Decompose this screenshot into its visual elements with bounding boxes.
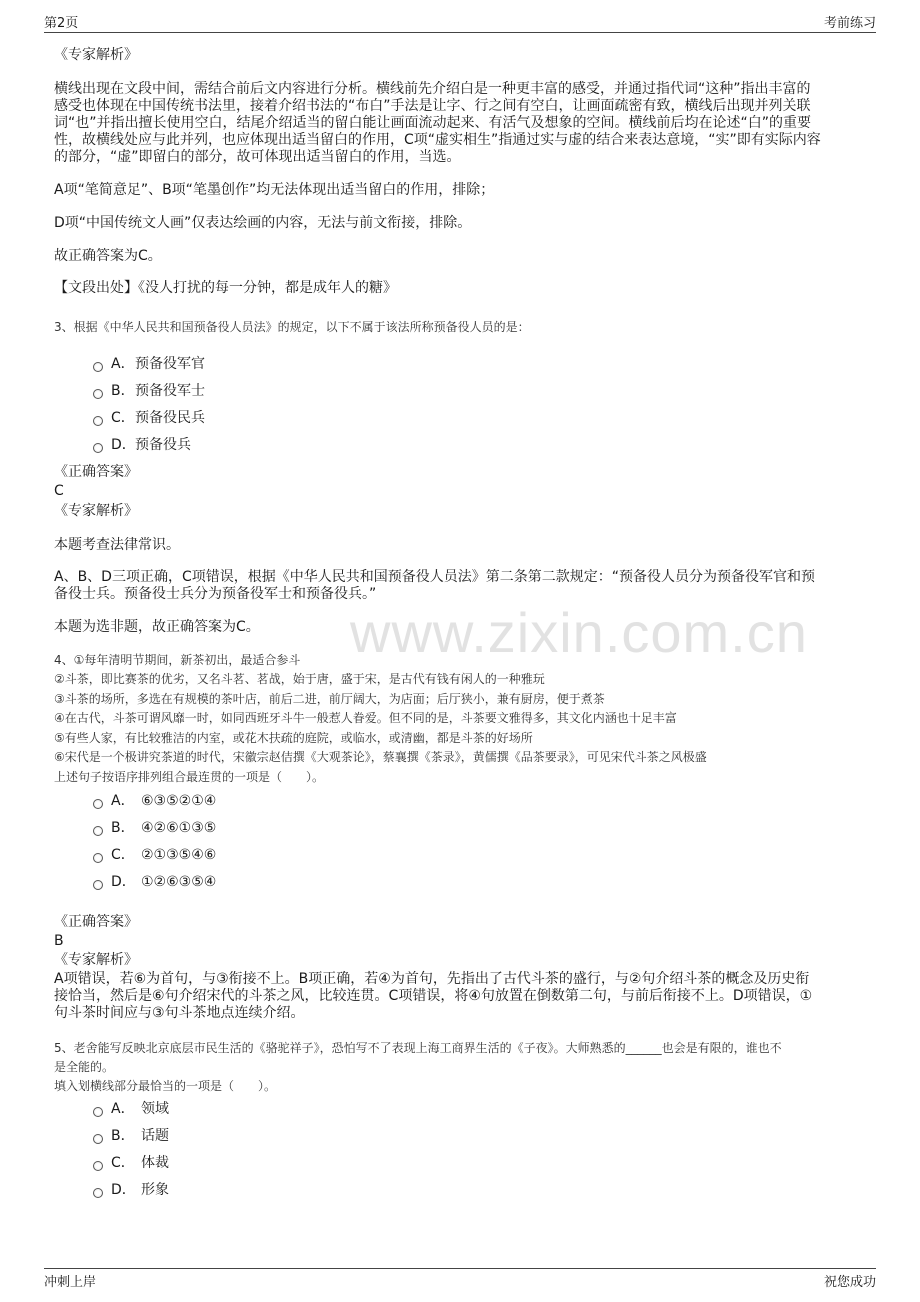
q5-option-a[interactable]: A． 领域: [93, 1099, 169, 1119]
radio-icon[interactable]: [93, 1107, 103, 1117]
q3-analysis-line: A、B、D三项正确，C项错误，根据《中华人民共和国预备役人员法》第二条第二款规定：“预备役人员分为预备役军官和预: [54, 569, 815, 585]
footer-divider: [44, 1268, 876, 1269]
q4-line: ⑥宋代是一个极讲究茶道的时代，宋徽宗赵佶撰《大观茶论》，蔡襄撰《茶录》，黄儒撰《品茶要录》，可见宋代斗茶之风极盛: [54, 750, 707, 764]
q2-analysis-d: D项“中国传统文人画”仅表达绘画的内容，无法与前文衔接，排除。: [54, 215, 472, 231]
radio-icon[interactable]: [93, 362, 103, 372]
q2-analysis-heading: 《专家解析》: [54, 47, 138, 63]
q2-conclusion: 故正确答案为C。: [54, 248, 162, 264]
q5-line: 5、老舍能写反映北京底层市民生活的《骆驼祥子》，恐怕写不了表现上海工商界生活的《子夜》。大师熟悉的______也会是有限的，谁也不: [54, 1041, 782, 1055]
q2-analysis-line: 横线出现在文段中间，需结合前后文内容进行分析。横线前先介绍白是一种更丰富的感受，并通过指代词“这种”指出丰富的: [54, 81, 811, 97]
q3-option-c[interactable]: C．预备役民兵: [93, 408, 205, 428]
radio-icon[interactable]: [93, 1134, 103, 1144]
q5-line: 填入划横线部分最恰当的一项是（ ）。: [54, 1079, 277, 1093]
header-divider: [44, 32, 876, 33]
radio-icon[interactable]: [93, 389, 103, 399]
q4-option-c[interactable]: C． ②①③⑤④⑥: [93, 845, 216, 865]
q4-analysis-line: 接恰当，然后是⑥句介绍宋代的斗茶之风，比较连贯。C项错误，将④句放置在倒数第二句，与前后衔接不上。D项错误，①: [54, 988, 813, 1004]
q5-option-c[interactable]: C． 体裁: [93, 1153, 169, 1173]
header-right-label: 考前练习: [823, 16, 876, 31]
q2-analysis-line: 的部分，“虚”即留白的部分，故可体现出适当留白的作用，当选。: [54, 149, 461, 165]
q4-line: 4、①每年清明节期间，新茶初出，最适合参斗: [54, 653, 301, 667]
q3-option-d[interactable]: D．预备役兵: [93, 435, 191, 455]
q4-option-b[interactable]: B． ④②⑥①③⑤: [93, 818, 216, 838]
radio-icon[interactable]: [93, 416, 103, 426]
radio-icon[interactable]: [93, 443, 103, 453]
radio-icon[interactable]: [93, 1188, 103, 1198]
q4-option-d[interactable]: D． ①②⑥③⑤④: [93, 872, 216, 892]
radio-icon[interactable]: [93, 799, 103, 809]
q4-line: ④在古代，斗茶可谓风靡一时，如同西班牙斗牛一般惹人眷爱。但不同的是，斗茶要文雅得多，其文化内涵也十足丰富: [54, 711, 677, 725]
footer-right-label: 祝您成功: [823, 1275, 876, 1290]
q4-answer-heading: 《正确答案》: [54, 914, 138, 930]
q5-option-b[interactable]: B． 话题: [93, 1126, 169, 1146]
page-header: [44, 12, 876, 32]
q2-analysis-line: 词“也”并指出擅长使用空白，结尾介绍适当的留白能让画面流动起来、有活气及想象的空间。横线前后均在论述“白”的重要: [54, 115, 812, 131]
q4-answer: B: [54, 933, 64, 949]
watermark: www.zixin.com.cn: [350, 601, 808, 664]
q4-line: ②斗茶，即比赛茶的优劣，又名斗茗、茗战，始于唐，盛于宋，是古代有钱有闲人的一种雅玩: [54, 672, 545, 686]
q4-line: 上述句子按语序排列组合最连贯的一项是（ ）。: [54, 770, 325, 784]
q4-line: ⑤有些人家，有比较雅洁的内室，或花木扶疏的庭院，或临水，或清幽，都是斗茶的好场所: [54, 731, 533, 745]
radio-icon[interactable]: [93, 826, 103, 836]
page-number: 第2页: [44, 16, 79, 31]
q4-analysis-line: A项错误，若⑥为首句，与③衔接不上。B项正确，若④为首句，先指出了古代斗茶的盛行，与②句介绍斗茶的概念及历史衔: [54, 971, 810, 987]
footer-left-label: 冲刺上岸: [44, 1275, 97, 1290]
q3-analysis-intro: 本题考查法律常识。: [54, 537, 180, 553]
q4-analysis-line: 句斗茶时间应与③句斗茶地点连续介绍。: [54, 1005, 305, 1021]
q3-answer: C: [54, 483, 64, 499]
q2-analysis-line: 性，故横线处应与此并列，也应体现出适当留白的作用，C项“虚实相生”指通过实与虚的结合来表达意境，“实”即有实际内容: [54, 132, 821, 148]
radio-icon[interactable]: [93, 880, 103, 890]
q4-line: ③斗茶的场所，多选在有规模的茶叶店，前后二进，前厅阔大，为店面；后厅狭小，兼有厨房，便于煮茶: [54, 692, 605, 706]
q3-option-a[interactable]: A．预备役军官: [93, 354, 205, 374]
radio-icon[interactable]: [93, 1161, 103, 1171]
q2-analysis-line: 感受也体现在中国传统书法里，接着介绍书法的“布白”手法是让字、行之间有空白，让画面疏密有致，横线后出现并列关联: [54, 98, 811, 114]
q5-option-d[interactable]: D． 形象: [93, 1180, 169, 1200]
q3-conclusion: 本题为选非题，故正确答案为C。: [54, 619, 260, 635]
q3-answer-heading: 《正确答案》: [54, 464, 138, 480]
q2-analysis-ab: A项“笔简意足”、B项“笔墨创作”均无法体现出适当留白的作用，排除；: [54, 182, 495, 198]
q3-stem: 3、根据《中华人民共和国预备役人员法》的规定，以下不属于该法所称预备役人员的是：: [54, 320, 530, 334]
page-footer: [44, 1271, 876, 1291]
radio-icon[interactable]: [93, 853, 103, 863]
q3-option-b[interactable]: B．预备役军士: [93, 381, 205, 401]
q3-analysis-line: 备役士兵。预备役士兵分为预备役军士和预备役兵。”: [54, 586, 377, 602]
q3-analysis-heading: 《专家解析》: [54, 503, 138, 519]
q5-line: 是全能的。: [54, 1060, 115, 1074]
q4-option-a[interactable]: A． ⑥③⑤②①④: [93, 791, 216, 811]
q2-source: 【文段出处】《没人打扰的每一分钟，都是成年人的糖》: [54, 280, 397, 296]
q4-analysis-heading: 《专家解析》: [54, 952, 138, 968]
